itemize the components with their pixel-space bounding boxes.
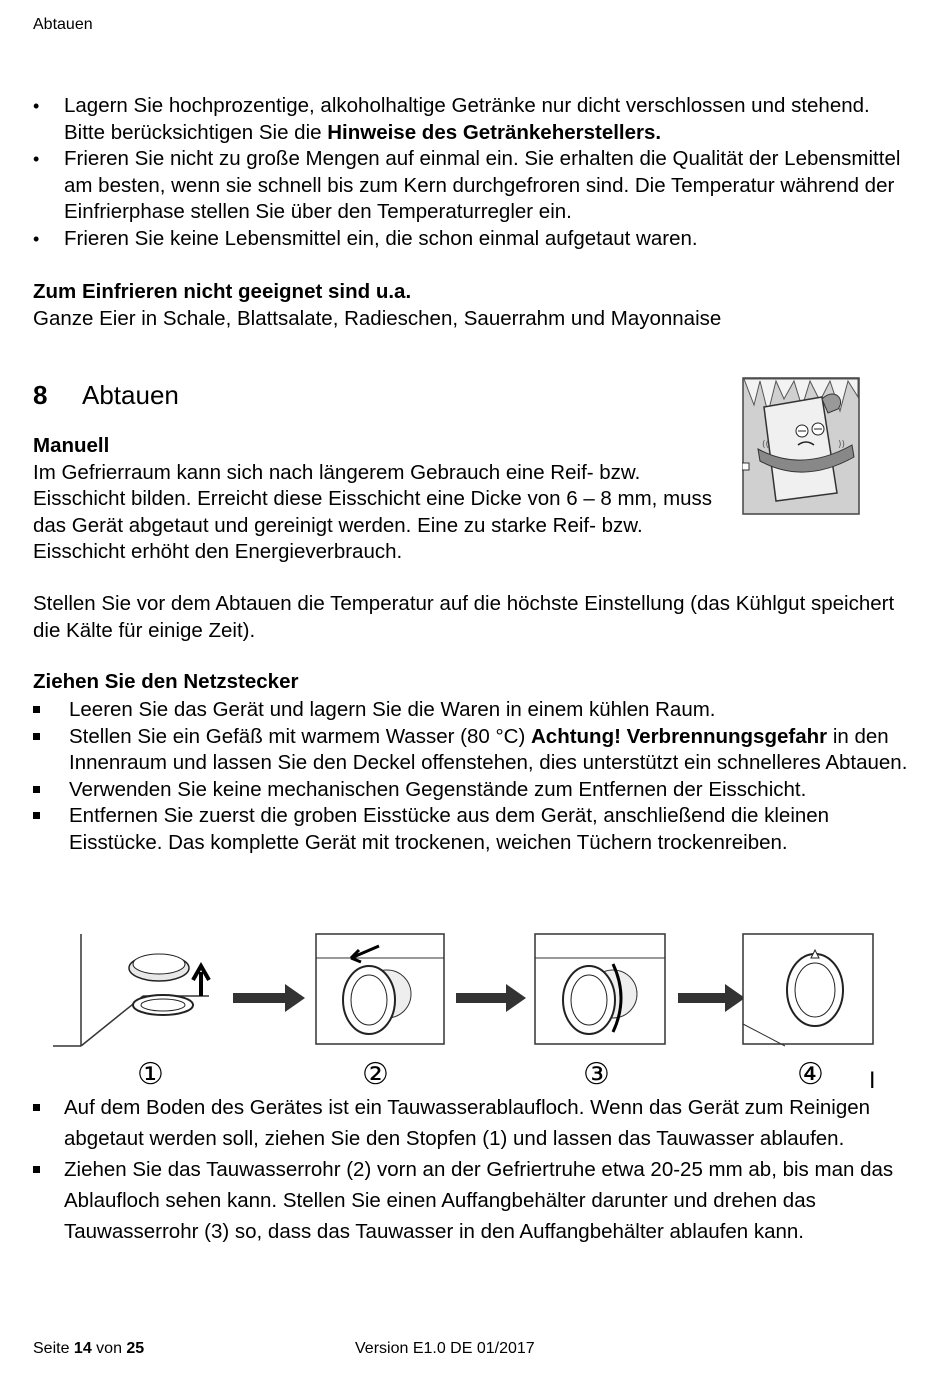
intro-bullet-list xyxy=(33,93,903,252)
page-header: Abtauen xyxy=(33,16,93,33)
manuell-block xyxy=(33,433,733,566)
square-bullet-icon xyxy=(33,724,40,751)
version-label: Version E1.0 DE 01/2017 xyxy=(355,1340,535,1357)
list-item: Stellen Sie ein Gefäß mit warmem Wasser (80 °C) Achtung! Verbrennungsgefahr in den Innenraum und lassen Sie den Deckel offenstehen, dies unterstützt ein schnelleres Abtauen. xyxy=(33,724,913,777)
defrost-steps-list xyxy=(33,697,913,856)
list-item: • Frieren Sie nicht zu große Mengen auf einmal ein. Sie erhalten die Qualität der Lebensmittel am besten, wenn sie schnell bis zum Kern durchgefroren sind. Die Temperatur während der Einfrierphase stellen Sie über den Temperaturregler ein. xyxy=(33,146,903,226)
section-title: Abtauen xyxy=(82,380,179,410)
warning-text: Achtung! Verbrennungsgefahr xyxy=(530,724,828,748)
figure-label-4: ④ xyxy=(797,1057,824,1092)
figure-panel-2 xyxy=(316,934,444,1044)
section-heading xyxy=(33,380,179,411)
paragraph: Stellen Sie vor dem Abtauen die Temperatur auf die höchste Einstellung (das Kühlgut speichert die Kälte für einige Zeit). xyxy=(33,592,895,642)
figure-panel-4 xyxy=(743,934,873,1046)
arrow-icon xyxy=(233,984,305,1012)
not-suited-text: Ganze Eier in Schale, Blattsalate, Radieschen, Sauerrahm und Mayonnaise xyxy=(33,306,722,330)
square-bullet-icon xyxy=(33,697,40,724)
drain-plug-figure xyxy=(33,928,913,1093)
figure-panel-3 xyxy=(535,934,665,1044)
svg-text:)): )) xyxy=(838,440,846,450)
manuell-text: Im Gefrierraum kann sich nach längerem Gebrauch eine Reif- bzw. Eisschicht bilden. Erreicht diese Eisschicht eine Dicke von 6 – 8 mm, muss das Gerät abgetaut und gereinigt werden. Eine zu starke Reif- bzw. Eisschicht erhöht den Energieverbrauch. xyxy=(33,460,713,563)
page-number: Seite 14 von 25 xyxy=(33,1340,145,1357)
figure-extra-mark: I xyxy=(869,1069,876,1093)
square-bullet-icon xyxy=(33,777,40,804)
svg-text:((: (( xyxy=(762,440,770,450)
square-bullet-icon xyxy=(33,803,40,830)
list-item: Ziehen Sie das Tauwasserrohr (2) vorn an der Gefriertruhe etwa 20-25 mm ab, bis man das Ablaufloch sehen kann. Stellen Sie einen Auffangbehälter darunter und drehen das Tauwasserrohr (3) so, dass das Tauwasser in den Auffangbehälter ablaufen kann. xyxy=(33,1154,913,1247)
manuell-heading: Manuell xyxy=(33,434,110,457)
list-item: • Frieren Sie keine Lebensmittel ein, die schon einmal aufgetaut waren. xyxy=(33,226,903,253)
not-suited-block xyxy=(33,279,913,332)
bullet-icon xyxy=(33,93,64,120)
list-item: Verwenden Sie keine mechanischen Gegenstände zum Entfernen der Eisschicht. xyxy=(33,777,913,804)
figure-label-1: ① xyxy=(137,1057,164,1092)
figure-label-2: ② xyxy=(362,1057,389,1092)
not-suited-heading: Zum Einfrieren nicht geeignet sind u.a. xyxy=(33,280,412,303)
drain-steps-list xyxy=(33,1092,913,1247)
bullet-icon xyxy=(33,146,64,173)
unplug-heading: Ziehen Sie den Netzstecker xyxy=(33,670,299,693)
figure-label-3: ③ xyxy=(583,1057,610,1092)
list-item: Auf dem Boden des Gerätes ist ein Tauwasserablaufloch. Wenn das Gerät zum Reinigen abgetaut werden soll, ziehen Sie den Stopfen (1) und lassen das Tauwasser ablaufen. xyxy=(33,1092,913,1154)
list-item: • Lagern Sie hochprozentige, alkoholhaltige Getränke nur dicht verschlossen und stehend. Bitte berücksichtigen Sie die Hinweise des Getränkeherstellers. xyxy=(33,93,903,146)
defrost-illustration xyxy=(742,377,860,515)
arrow-icon xyxy=(678,984,745,1012)
square-bullet-icon xyxy=(33,1154,40,1185)
list-item: Entfernen Sie zuerst die groben Eisstücke aus dem Gerät, anschließend die kleinen Eisstücke. Das komplette Gerät mit trockenen, weichen Tüchern trockenreiben. xyxy=(33,803,913,856)
section-number: 8 xyxy=(33,380,48,410)
bullet-icon xyxy=(33,226,64,253)
list-item: Leeren Sie das Gerät und lagern Sie die Waren in einem kühlen Raum. xyxy=(33,697,913,724)
square-bullet-icon xyxy=(33,1092,40,1123)
arrow-icon xyxy=(456,984,526,1012)
figure-panel-1 xyxy=(53,934,209,1046)
